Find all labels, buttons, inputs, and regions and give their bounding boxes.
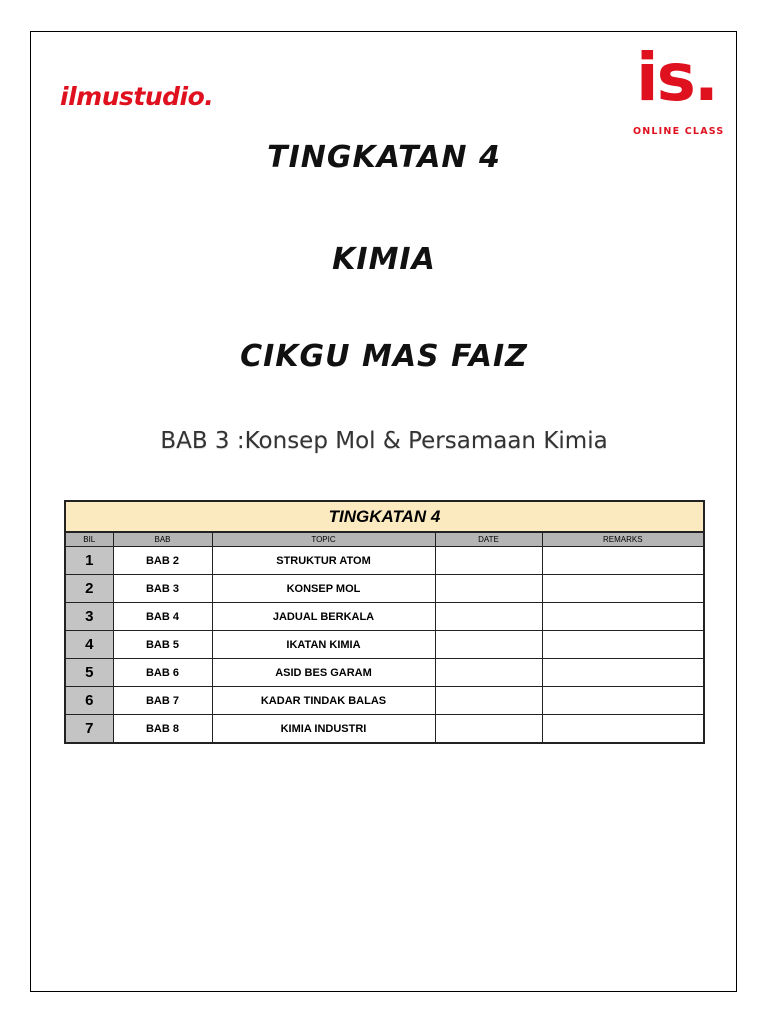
- row-date: [435, 659, 542, 687]
- row-bab: BAB 7: [113, 687, 212, 715]
- row-bil: 2: [65, 575, 113, 603]
- row-date: [435, 715, 542, 744]
- table-title: TINGKATAN 4: [65, 501, 704, 532]
- table-row: [65, 687, 704, 715]
- row-bab: BAB 8: [113, 715, 212, 744]
- row-bab: BAB 2: [113, 547, 212, 575]
- row-topic: KIMIA INDUSTRI: [212, 715, 435, 744]
- subject-title: KIMIA: [332, 242, 436, 277]
- teacher-title: CIKGU MAS FAIZ: [240, 339, 528, 374]
- row-remarks: [542, 715, 704, 744]
- chapter-subtitle: BAB 3 :Konsep Mol & Persamaan Kimia: [160, 428, 608, 454]
- row-bil: 1: [65, 547, 113, 575]
- table-row: [65, 575, 704, 603]
- row-bab: BAB 3: [113, 575, 212, 603]
- column-header-bab: BAB: [113, 532, 212, 547]
- table-row: [65, 631, 704, 659]
- row-remarks: [542, 631, 704, 659]
- row-topic: JADUAL BERKALA: [212, 603, 435, 631]
- row-bab: BAB 4: [113, 603, 212, 631]
- table-header-row: [65, 532, 704, 547]
- row-date: [435, 547, 542, 575]
- row-bil: 7: [65, 715, 113, 744]
- row-bil: 5: [65, 659, 113, 687]
- row-remarks: [542, 575, 704, 603]
- table-row: [65, 659, 704, 687]
- row-topic: KONSEP MOL: [212, 575, 435, 603]
- row-topic: STRUKTUR ATOM: [212, 547, 435, 575]
- is-logo-mark: is.: [636, 39, 717, 116]
- is-logo-subtitle: ONLINE CLASS: [633, 126, 725, 137]
- level-title: TINGKATAN 4: [267, 140, 501, 175]
- row-bil: 3: [65, 603, 113, 631]
- row-bab: BAB 5: [113, 631, 212, 659]
- row-bil: 6: [65, 687, 113, 715]
- row-date: [435, 575, 542, 603]
- column-header-remarks: REMARKS: [542, 532, 704, 547]
- column-header-topic: TOPIC: [212, 532, 435, 547]
- row-date: [435, 687, 542, 715]
- row-remarks: [542, 603, 704, 631]
- row-remarks: [542, 659, 704, 687]
- table-row: [65, 715, 704, 744]
- column-header-bil: BIL: [65, 532, 113, 547]
- table-row: [65, 547, 704, 575]
- column-header-date: DATE: [435, 532, 542, 547]
- row-topic: IKATAN KIMIA: [212, 631, 435, 659]
- row-remarks: [542, 547, 704, 575]
- is-online-class-logo: [628, 40, 738, 140]
- ilmustudio-logo: ilmustudio.: [60, 82, 214, 111]
- row-topic: ASID BES GARAM: [212, 659, 435, 687]
- row-bil: 4: [65, 631, 113, 659]
- row-bab: BAB 6: [113, 659, 212, 687]
- row-date: [435, 631, 542, 659]
- row-date: [435, 603, 542, 631]
- syllabus-table: [64, 500, 703, 744]
- table-row: [65, 603, 704, 631]
- row-topic: KADAR TINDAK BALAS: [212, 687, 435, 715]
- row-remarks: [542, 687, 704, 715]
